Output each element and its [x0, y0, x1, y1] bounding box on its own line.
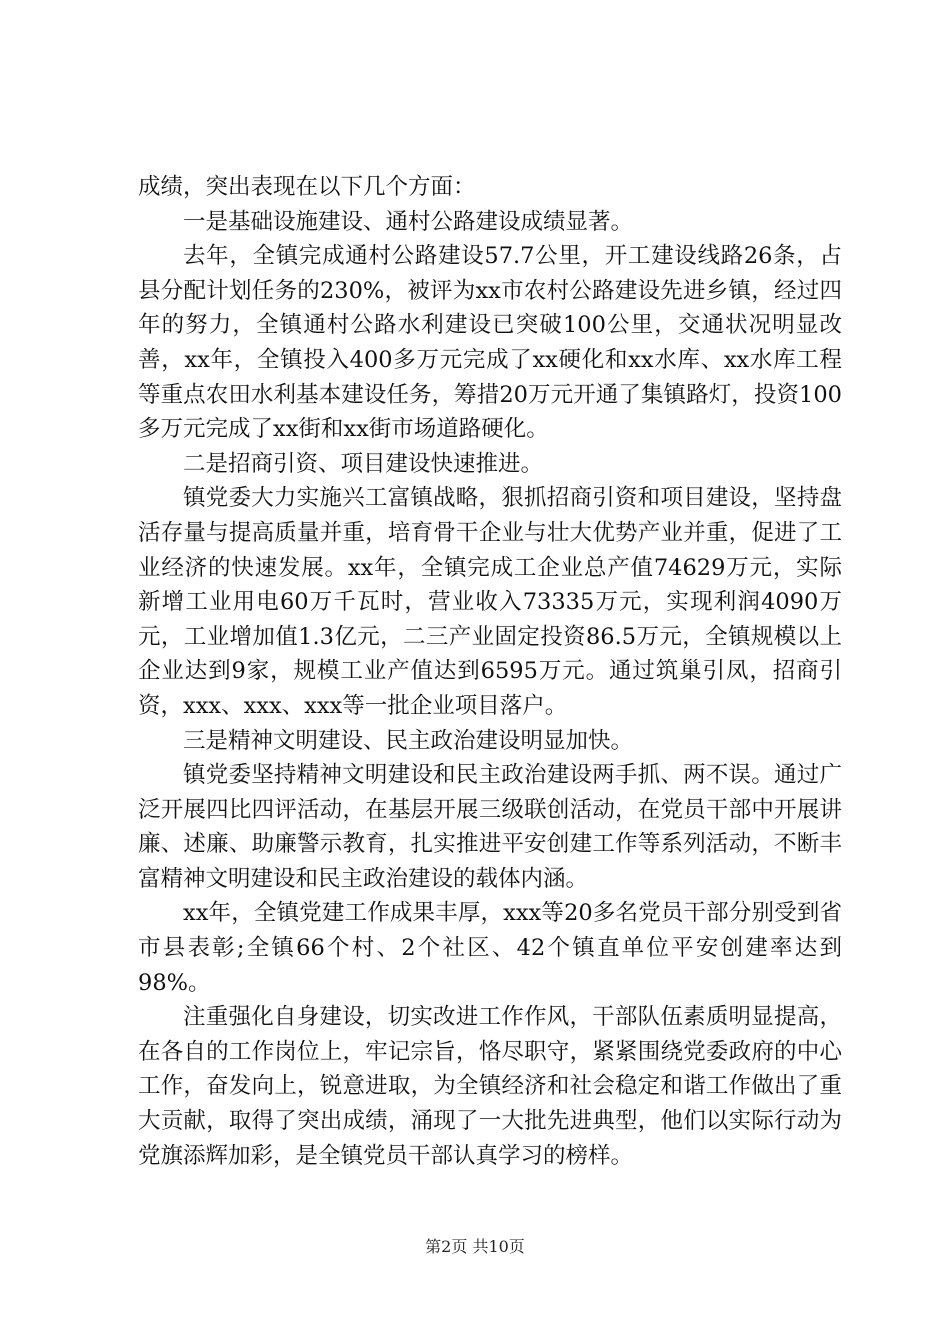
paragraph-self-construction: 注重强化自身建设，切实改进工作作风，干部队伍素质明显提高，在各自的工作岗位上，牢记宗旨，恪尽职守，紧紧围绕党委政府的中心工作，奋发向上，锐意进取，为全镇经济和社会稳定和谐工作做出了重大贡献，取得了突出成绩，涌现了一大批先进典型，他们以实际行动为党旗添辉加彩，是全镇党员干部认真学习的榜样。 — [138, 1004, 842, 1169]
heading-investment: 二是招商引资、项目建设快速推进。 — [183, 450, 544, 477]
paragraph-infrastructure: 去年，全镇完成通村公路建设57.7公里，开工建设线路26条，占县分配计划任务的230%，被评为xx市农村公路建设先进乡镇，经过四年的努力，全镇通村公路水利建设已突破100公里，交通状况明显改善，xx年，全镇投入400多万元完成了xx硬化和xx水库、xx水库工程等重点农田水利基本建设任务，筹措20万元开通了集镇路灯，投资100多万元完成了xx街和xx街市场道路硬化。 — [138, 243, 842, 443]
paragraph-continuation: 成绩，突出表现在以下几个方面： — [138, 174, 476, 200]
paragraph-civilization: 镇党委坚持精神文明建设和民主政治建设两手抓、两不误。通过广泛开展四比四评活动，在基层开展三级联创活动，在党员干部中开展讲廉、述廉、助廉警示教育，扎实推进平安创建工作等系列活动，不断丰富精神文明建设和民主政治建设的载体内涵。 — [138, 762, 842, 892]
heading-infrastructure: 一是基础设施建设、通村公路建设成绩显著。 — [183, 208, 634, 235]
page-number-footer: 第2页 共10页 — [425, 1237, 525, 1256]
paragraph-investment: 镇党委大力实施兴工富镇战略，狠抓招商引资和项目建设，坚持盘活存量与提高质量并重，培育骨干企业与壮大优势产业并重，促进了工业经济的快速发展。xx年，全镇完成工企业总产值74629万元，实际新增工业用电60万千瓦时，营业收入73335万元，实现利润4090万元，工业增加值1.3亿元，二三产业固定投资86.5万元，全镇规模以上企业达到9家，规模工业产值达到6595万元。通过筑巢引凤，招商引资，xxx、xxx、xxx等一批企业项目落户。 — [138, 485, 842, 719]
document-body — [138, 170, 842, 1173]
paragraph-party-building: xx年，全镇党建工作成果丰厚，xxx等20多名党员干部分别受到省市县表彰;全镇66个村、2个社区、42个镇直单位平安创建率达到98%。 — [138, 900, 842, 996]
heading-civilization: 三是精神文明建设、民主政治建设明显加快。 — [183, 727, 634, 754]
